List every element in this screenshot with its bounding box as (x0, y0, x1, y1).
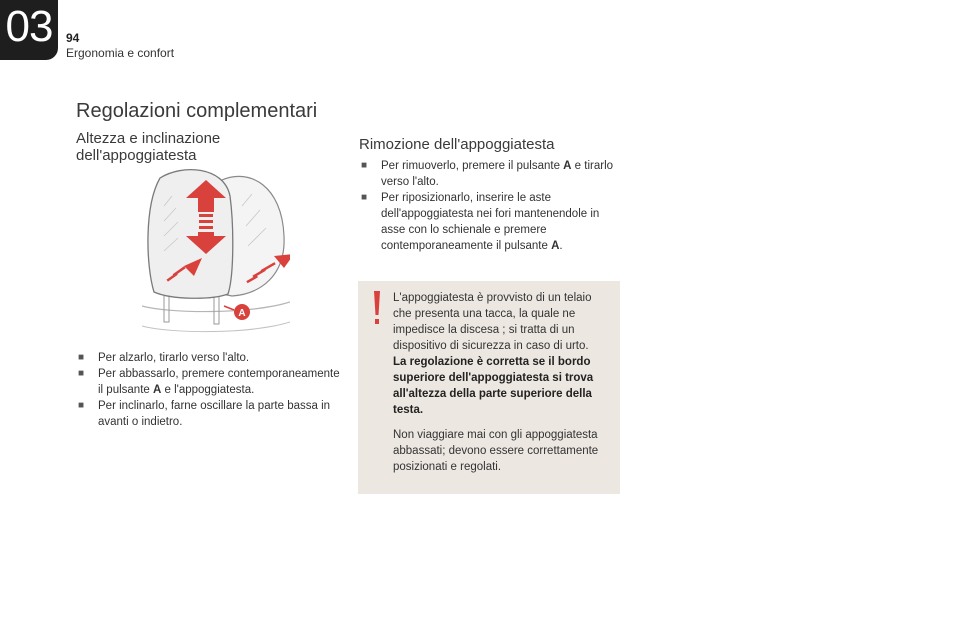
warning-text (393, 290, 613, 484)
bullet-square-icon: ■ (78, 400, 85, 411)
bullet-square-icon: ■ (78, 368, 85, 379)
warning-paragraph: Non viaggiare mai con gli appoggiatesta abbassati; devono essere correttamente posizionati e regolati. (393, 429, 599, 473)
page-title: Regolazioni complementari (76, 100, 318, 122)
chapter-tab (0, 0, 58, 60)
bullet-square-icon: ■ (78, 352, 85, 363)
list-item: ■ Per riposizionarlo, inserire le aste dell'appoggiatesta nei fori mantenendole in asse con lo schienale e premere contemporaneamente il pulsante A. (361, 192, 600, 252)
headrest-height-subtitle: Altezza e inclinazione dell'appoggiatesta (76, 130, 221, 164)
bullet-square-icon: ■ (361, 192, 368, 203)
list-item: ■ Per abbassarlo, premere contemporaneamente il pulsante A e l'appoggiatesta. (78, 368, 340, 396)
headrest-illustration (142, 166, 290, 338)
headrest-removal-subtitle: Rimozione dell'appoggiatesta (359, 136, 555, 153)
list-item: ■ Per inclinarlo, farne oscillare la parte bassa in avanti o indietro. (78, 400, 331, 428)
page-number: 94 (66, 31, 80, 45)
bullet-square-icon: ■ (361, 160, 368, 171)
button-a-label: A (238, 308, 246, 319)
exclamation-icon (372, 291, 382, 325)
headrest-removal-instructions (359, 158, 621, 254)
warning-paragraph: L'appoggiatesta è provvisto di un telaio che presenta una tacca, la quale ne impedisce la discesa ; si tratta di un dispositivo di sicurezza in caso di urto. La regolazione è corretta se il bordo superiore dell'appoggiatesta si trova all'altezza della parte superiore della testa. (393, 292, 594, 416)
list-item: ■ Per alzarlo, tirarlo verso l'alto. (78, 352, 250, 364)
list-item: ■ Per rimuoverlo, premere il pulsante A e tirarlo verso l'alto. (361, 160, 614, 188)
warning-box (358, 281, 620, 494)
chapter-number: 03 (5, 2, 53, 51)
headrest-height-instructions (76, 350, 342, 430)
section-name: Ergonomia e confort (66, 46, 175, 60)
